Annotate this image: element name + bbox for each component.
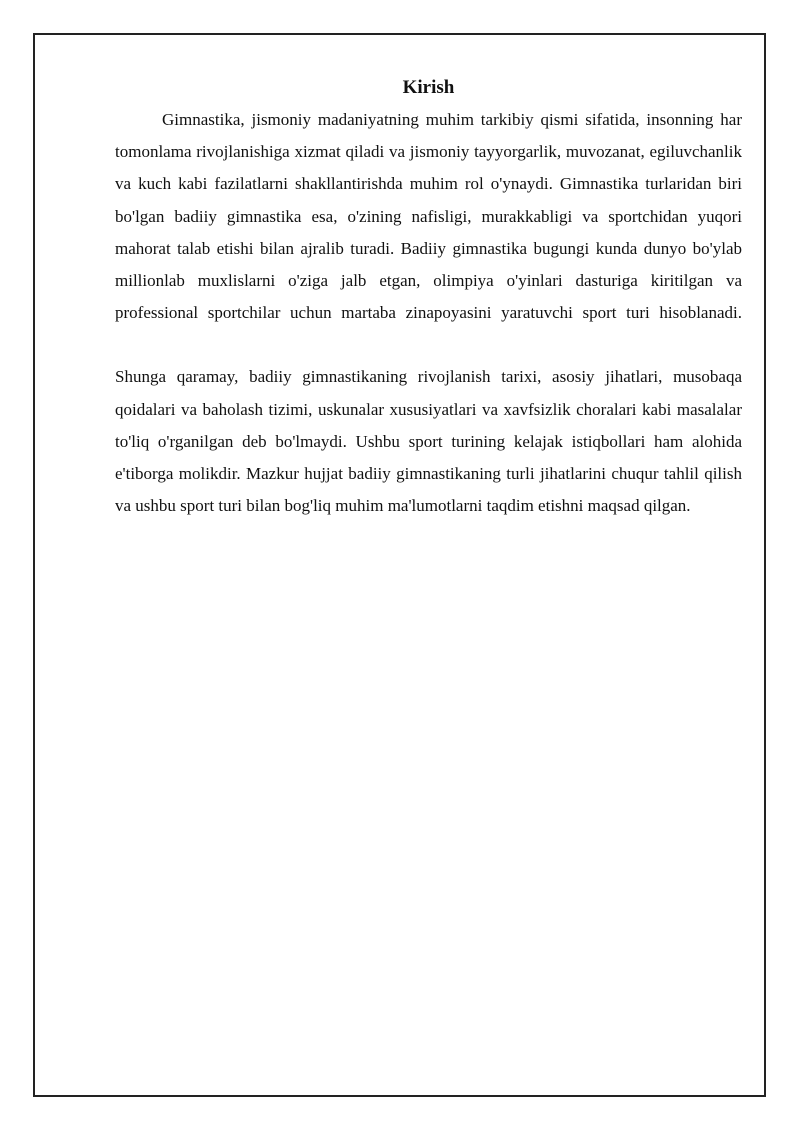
paragraph-second: Shunga qaramay, badiiy gimnastikaning rivojlanish tarixi, asosiy jihatlari, musobaqa qoidalari va baholash tizimi, uskunalar xususiyatlari va xavfsizlik choralari kabi masalalar to'liq o'rganilgan deb bo'lmaydi. Ushbu sport turining kelajak istiqbollari ham alohida e'tiborga molikdir. Mazkur hujjat badiiy gimnastikaning turli jihatlarini chuqur tahlil qilish va ushbu sport turi bilan bog'liq muhim ma'lumotlarni taqdim etishni maqsad qilgan. [115, 367, 742, 516]
paragraph-spacer [115, 329, 742, 361]
paragraph-intro: Gimnastika, jismoniy madaniyatning muhim tarkibiy qismi sifatida, insonning har tomonlama rivojlanishiga xizmat qiladi va jismoniy tayyorgarlik, muvozanat, egiluvchanlik va kuch kabi fazilatlarni shakllantirishda muhim rol o'ynaydi. Gimnastika turlaridan biri bo'lgan badiiy gimnastika esa, o'zining nafisligi, murakkabligi va sportchidan yuqori mahorat talab etishi bilan ajralib turadi. Badiiy gimnastika bugungi kunda dunyo bo'ylab millionlab muxlislarni o'ziga jalb etgan, olimpiya o'yinlari dasturiga kiritilgan va professional sportchilar uchun martaba zinapoyasini yaratuvchi sport turi hisoblanadi. [115, 110, 742, 323]
document-title: Kirish [402, 77, 455, 98]
document-body [115, 74, 742, 522]
